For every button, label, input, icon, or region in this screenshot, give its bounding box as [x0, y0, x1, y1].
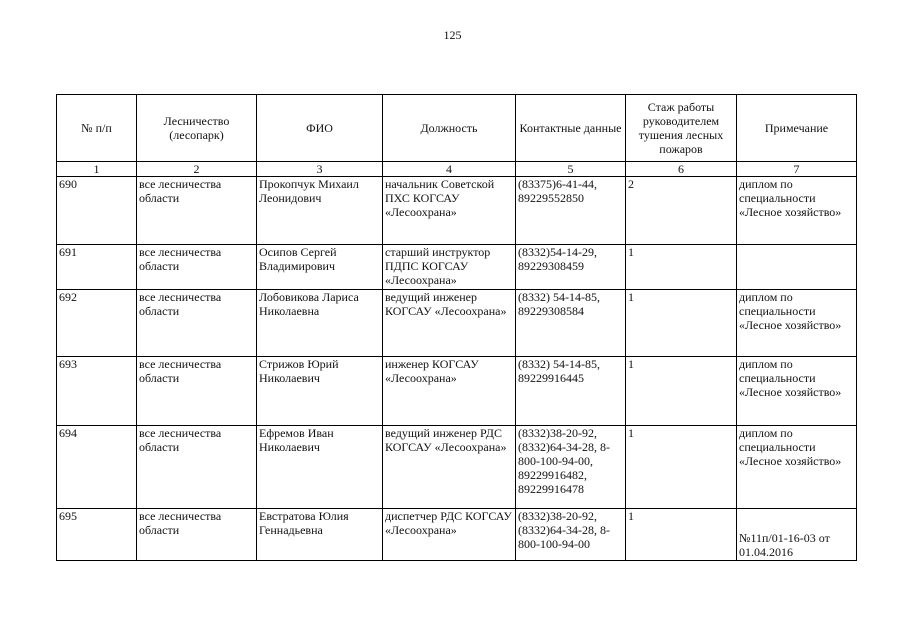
staff-table	[56, 94, 857, 561]
table-row	[57, 509, 857, 561]
column-number: 1	[57, 162, 137, 177]
page-number: 125	[443, 28, 462, 42]
table-row	[57, 177, 857, 245]
position-cell: старший инструктор ПДПС КОГСАУ «Лесоохрана»	[383, 245, 516, 290]
forestry-cell: все лесничества области	[137, 357, 257, 426]
column-number: 3	[257, 162, 383, 177]
header-forestry: Лесничество (лесопарк)	[137, 95, 257, 162]
experience-cell: 1	[626, 357, 737, 426]
contacts-cell: (8332)54-14-29, 89229308459	[516, 245, 626, 290]
contacts-cell: (8332) 54-14-85, 89229308584	[516, 290, 626, 357]
header-note: Примечание	[737, 95, 857, 162]
header-contacts: Контактные данные	[516, 95, 626, 162]
fio-cell: Прокопчук Михаил Леонидович	[257, 177, 383, 245]
row-number: 694	[57, 426, 137, 509]
contacts-cell: (83375)6-41-44, 89229552850	[516, 177, 626, 245]
note-cell: диплом по специальности «Лесное хозяйство»	[737, 426, 857, 509]
position-cell: начальник Советской ПХС КОГСАУ «Лесоохрана»	[383, 177, 516, 245]
note-cell: диплом по специальности «Лесное хозяйство»	[737, 177, 857, 245]
header-experience: Стаж работы руководителем тушения лесных пожаров	[626, 95, 737, 162]
contacts-cell: (8332) 54-14-85, 89229916445	[516, 357, 626, 426]
position-cell: ведущий инженер РДС КОГСАУ «Лесоохрана»	[383, 426, 516, 509]
column-number: 4	[383, 162, 516, 177]
fio-cell: Осипов Сергей Владимирович	[257, 245, 383, 290]
fio-cell: Стрижов Юрий Николаевич	[257, 357, 383, 426]
position-cell: инженер КОГСАУ «Лесоохрана»	[383, 357, 516, 426]
row-number: 692	[57, 290, 137, 357]
column-number: 6	[626, 162, 737, 177]
column-numbers-row	[57, 162, 857, 177]
row-number: 690	[57, 177, 137, 245]
experience-cell: 1	[626, 509, 737, 561]
table-row	[57, 245, 857, 290]
experience-cell: 1	[626, 426, 737, 509]
position-cell: ведущий инженер КОГСАУ «Лесоохрана»	[383, 290, 516, 357]
position-cell: диспетчер РДС КОГСАУ «Лесоохрана»	[383, 509, 516, 561]
note-cell: №11п/01-16-03 от 01.04.2016	[737, 509, 857, 561]
experience-cell: 1	[626, 290, 737, 357]
fio-cell: Лобовикова Лариса Николаевна	[257, 290, 383, 357]
column-number: 2	[137, 162, 257, 177]
row-number: 693	[57, 357, 137, 426]
forestry-cell: все лесничества области	[137, 426, 257, 509]
header-fio: ФИО	[257, 95, 383, 162]
forestry-cell: все лесничества области	[137, 177, 257, 245]
column-number: 7	[737, 162, 857, 177]
header-position: Должность	[383, 95, 516, 162]
experience-cell: 2	[626, 177, 737, 245]
row-number: 695	[57, 509, 137, 561]
forestry-cell: все лесничества области	[137, 245, 257, 290]
fio-cell: Ефремов Иван Николаевич	[257, 426, 383, 509]
experience-cell: 1	[626, 245, 737, 290]
note-cell: диплом по специальности «Лесное хозяйство»	[737, 290, 857, 357]
header-row	[57, 95, 857, 162]
forestry-cell: все лесничества области	[137, 509, 257, 561]
header-number: № п/п	[57, 95, 137, 162]
table-row	[57, 357, 857, 426]
table-row	[57, 290, 857, 357]
column-number: 5	[516, 162, 626, 177]
contacts-cell: (8332)38-20-92, (8332)64-34-28, 8-800-100-94-00, 89229916482, 89229916478	[516, 426, 626, 509]
note-cell	[737, 245, 857, 290]
forestry-cell: все лесничества области	[137, 290, 257, 357]
row-number: 691	[57, 245, 137, 290]
contacts-cell: (8332)38-20-92, (8332)64-34-28, 8-800-100-94-00	[516, 509, 626, 561]
table-row	[57, 426, 857, 509]
note-cell: диплом по специальности «Лесное хозяйство»	[737, 357, 857, 426]
fio-cell: Евстратова Юлия Геннадьевна	[257, 509, 383, 561]
